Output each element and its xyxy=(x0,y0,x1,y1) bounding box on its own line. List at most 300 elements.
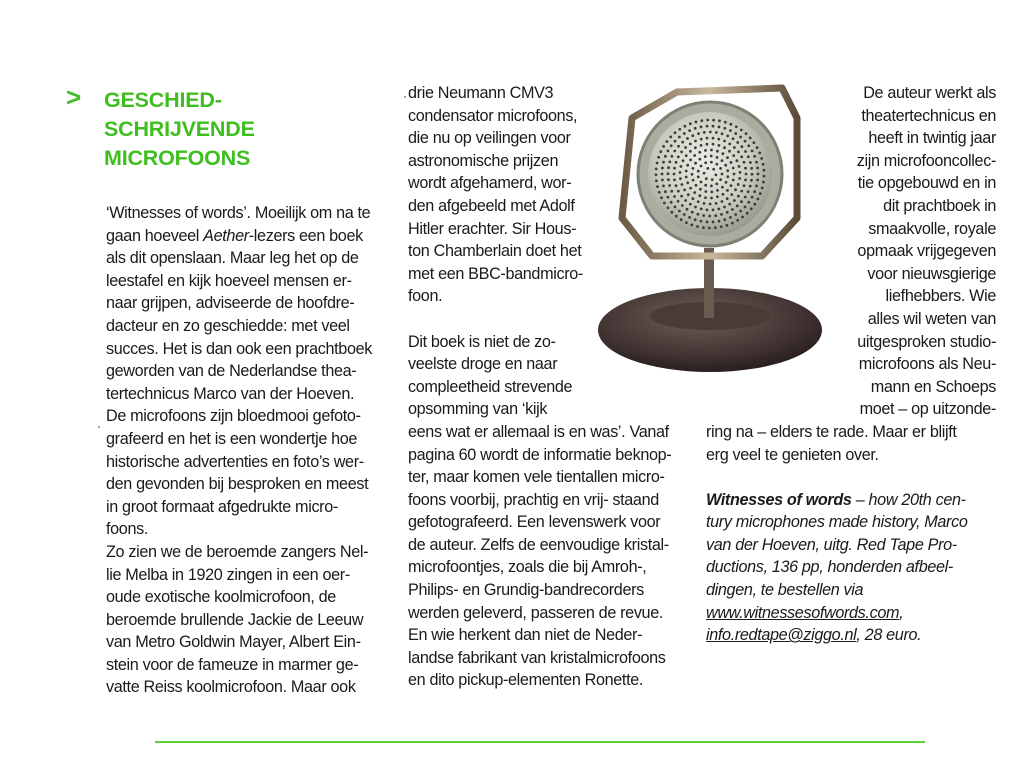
grill-hole xyxy=(686,137,689,140)
grill-hole xyxy=(679,171,682,174)
text-line: heeft in twintig jaar xyxy=(868,129,996,148)
text-line: oude exotische koolmicrofoon, de xyxy=(106,588,336,607)
grill-hole xyxy=(684,199,687,202)
grill-hole xyxy=(723,146,726,149)
grill-hole xyxy=(689,203,692,206)
text-line: foons. xyxy=(106,520,148,539)
grill-hole xyxy=(708,227,711,230)
text-line: microfoontjes, zoals die bij Amroh-, xyxy=(408,558,647,577)
grill-hole xyxy=(689,187,692,190)
text-line: historische advertenties en foto’s wer- xyxy=(106,452,364,471)
text-line: geworden van de Nederlandse thea- xyxy=(106,362,357,381)
grill-hole xyxy=(737,183,740,186)
grill-hole xyxy=(673,150,676,153)
grill-hole xyxy=(706,167,709,170)
text-line: opsomming van ‘kijk xyxy=(408,400,548,419)
grill-hole xyxy=(691,211,694,214)
text-line: pagina 60 wordt de informatie beknop- xyxy=(408,445,672,464)
grill-hole xyxy=(719,167,722,170)
grill-hole xyxy=(700,138,703,141)
grill-hole xyxy=(756,179,759,182)
text-line: ter, maar komen vele tientallen micro- xyxy=(408,468,665,487)
grill-hole xyxy=(685,154,688,157)
grill-hole xyxy=(731,208,734,211)
grill-hole xyxy=(680,195,683,198)
grill-hole xyxy=(753,203,756,206)
grill-hole xyxy=(692,167,695,170)
grill-hole xyxy=(681,204,684,207)
grill-hole xyxy=(728,150,731,153)
grill-hole xyxy=(664,155,667,158)
text-line: stein voor de fameuze in marmer ge- xyxy=(106,655,359,674)
grill-hole xyxy=(723,206,726,209)
text-line: compleetheid strevende xyxy=(408,377,573,396)
text-line: wordt afgehamerd, wor- xyxy=(408,174,572,193)
grill-hole xyxy=(739,171,742,174)
grill-hole xyxy=(761,187,764,190)
text-line: condensator microfoons, xyxy=(408,106,578,125)
grill-hole xyxy=(687,193,690,196)
text-line: die nu op veilingen voor xyxy=(408,129,571,148)
grill-hole xyxy=(656,185,659,188)
grill-hole xyxy=(715,163,718,166)
grill-hole xyxy=(741,145,744,148)
grill-hole xyxy=(677,145,680,148)
grill-hole xyxy=(689,122,692,125)
grill-hole xyxy=(658,191,661,194)
grill-hole xyxy=(733,173,736,176)
text-line: voor nieuwsgierige xyxy=(867,264,996,283)
grill-hole xyxy=(706,125,709,128)
text-line: zijn microfooncollec- xyxy=(856,151,996,170)
grill-hole xyxy=(736,219,739,222)
grill-hole xyxy=(758,152,761,155)
grill-hole xyxy=(657,156,660,159)
scan-speck xyxy=(98,426,100,428)
book-credit xyxy=(706,489,996,647)
grill-hole xyxy=(700,144,703,147)
grill-hole xyxy=(710,191,713,194)
grill-hole xyxy=(732,137,735,140)
credit-line: dingen, te bestellen via xyxy=(706,581,864,600)
grill-hole xyxy=(721,200,724,203)
text-line: moet – op uitzonde- xyxy=(859,400,996,419)
text-line: den afgebeeld met Adolf xyxy=(408,196,575,215)
grill-hole xyxy=(659,150,662,153)
text-line: den gevonden bij besproken en meest xyxy=(106,475,369,494)
grill-hole xyxy=(683,132,686,135)
footer-rule xyxy=(155,741,925,743)
grill-hole xyxy=(743,161,746,164)
grill-hole xyxy=(721,159,724,162)
title-line: SCHRIJVENDE xyxy=(104,117,255,141)
grill-hole xyxy=(693,154,696,157)
grill-hole xyxy=(684,146,687,149)
grill-hole xyxy=(760,157,763,160)
grill-hole xyxy=(728,143,731,146)
grill-hole xyxy=(678,128,681,131)
grill-hole xyxy=(675,215,678,218)
grill-hole xyxy=(721,186,724,189)
text-line: ‘Witnesses of words’. Moeilijk om na te xyxy=(106,204,371,222)
grill-hole xyxy=(678,210,681,213)
text-line: En wie herkent dan niet de Neder- xyxy=(408,626,643,645)
email-link[interactable]: info.redtape@ziggo.nl xyxy=(706,626,857,645)
grill-hole xyxy=(708,215,711,218)
grill-hole xyxy=(726,197,729,200)
grill-hole xyxy=(744,179,747,182)
grill-hole xyxy=(667,172,670,175)
grill-hole xyxy=(693,191,696,194)
grill-hole xyxy=(704,149,707,152)
grill-hole xyxy=(740,200,743,203)
grill-hole xyxy=(755,185,758,188)
grill-hole xyxy=(677,200,680,203)
credit-line: ductions, 136 pp, honderden afbeel- xyxy=(706,558,953,577)
grill-hole xyxy=(673,195,676,198)
grill-hole xyxy=(662,145,665,148)
title-line: MICROFOONS xyxy=(104,146,251,170)
grill-hole xyxy=(710,197,713,200)
grill-hole xyxy=(726,224,729,227)
text-line: de auteur. Zelfs de eenvoudige kristal- xyxy=(408,535,669,554)
grill-hole xyxy=(719,178,722,181)
grill-hole xyxy=(700,208,703,211)
grill-hole xyxy=(700,119,703,122)
text-line: en dito pickup-elementen Ronette. xyxy=(408,671,644,690)
grill-hole xyxy=(675,184,678,187)
grill-hole xyxy=(656,162,659,165)
text-line: uitgesproken studio- xyxy=(857,332,996,351)
grill-hole xyxy=(736,205,739,208)
text-line: met een BBC-bandmicro- xyxy=(408,264,583,283)
grill-hole xyxy=(750,179,753,182)
grill-hole xyxy=(704,190,707,193)
grill-hole xyxy=(740,156,743,159)
grill-hole xyxy=(747,201,750,204)
column-3-bottom xyxy=(706,421,996,466)
grill-hole xyxy=(740,129,743,132)
grill-hole xyxy=(735,125,738,128)
grill-hole xyxy=(757,173,760,176)
grill-hole xyxy=(670,190,673,193)
grill-hole xyxy=(715,202,718,205)
grill-hole xyxy=(762,163,765,166)
grill-hole xyxy=(718,126,721,129)
text-line: De auteur werkt als xyxy=(863,84,996,102)
grill-hole xyxy=(715,174,718,177)
grill-hole xyxy=(694,140,697,143)
grill-hole xyxy=(694,127,697,130)
grill-hole xyxy=(697,213,700,216)
grill-hole xyxy=(710,161,713,164)
grill-hole xyxy=(683,189,686,192)
grill-hole xyxy=(673,179,676,182)
grill-hole xyxy=(712,119,715,122)
grill-hole xyxy=(738,177,741,180)
grill-hole xyxy=(699,158,702,161)
grill-hole xyxy=(712,221,715,224)
grill-hole xyxy=(730,123,733,126)
text-line: vatte Reiss koolmicrofoon. Maar ook xyxy=(106,678,356,697)
grill-hole xyxy=(718,119,721,122)
grill-hole xyxy=(669,136,672,139)
grill-hole xyxy=(736,159,739,162)
grill-hole xyxy=(712,168,715,171)
grill-hole xyxy=(724,164,727,167)
grill-hole xyxy=(747,155,750,158)
grill-hole xyxy=(704,184,707,187)
text-line: Philips- en Grundig-bandrecorders xyxy=(408,581,644,600)
text-line: alles wil weten van xyxy=(867,309,996,328)
website-link[interactable]: www.witnessesofwords.com xyxy=(706,603,900,622)
grill-hole xyxy=(709,131,712,134)
grill-hole xyxy=(726,135,729,138)
column-1 xyxy=(106,202,391,699)
grill-hole xyxy=(661,167,664,170)
grill-hole xyxy=(706,221,709,224)
grill-hole xyxy=(744,206,747,209)
grill-hole xyxy=(696,225,699,228)
text-line: foon. xyxy=(408,287,443,306)
grill-hole xyxy=(734,132,737,135)
grill-hole xyxy=(755,161,758,164)
grill-hole xyxy=(717,208,720,211)
grill-hole xyxy=(756,146,759,149)
grill-hole xyxy=(732,179,735,182)
grill-hole xyxy=(694,218,697,221)
grill-hole xyxy=(743,184,746,187)
grill-hole xyxy=(661,179,664,182)
grill-hole xyxy=(744,167,747,170)
url-separator: , xyxy=(899,603,904,622)
grill-hole xyxy=(704,155,707,158)
grill-hole xyxy=(706,143,709,146)
grill-hole xyxy=(734,188,737,191)
grill-hole xyxy=(744,196,747,199)
grill-hole xyxy=(690,224,693,227)
grill-hole xyxy=(715,183,718,186)
text-line: dacteur en zo geschiedde: met veel xyxy=(106,316,350,335)
text-line: van Metro Goldwin Mayer, Albert Ein- xyxy=(106,633,361,652)
grill-hole xyxy=(733,146,736,149)
text-line: grafeerd en het is een wondertje hoe xyxy=(106,429,358,448)
grill-hole xyxy=(674,206,677,209)
text-line: smaakvolle, royale xyxy=(868,219,996,238)
grill-hole xyxy=(709,203,712,206)
grill-hole xyxy=(663,202,666,205)
grill-hole xyxy=(700,165,703,168)
grill-hole xyxy=(667,178,670,181)
grill-hole xyxy=(751,196,754,199)
grill-hole xyxy=(733,199,736,202)
grill-hole xyxy=(682,159,685,162)
grill-hole xyxy=(728,203,731,206)
grill-hole xyxy=(749,185,752,188)
grill-hole xyxy=(688,216,691,219)
grill-hole xyxy=(759,192,762,195)
grill-hole xyxy=(697,176,700,179)
grill-hole xyxy=(762,181,765,184)
grill-hole xyxy=(699,188,702,191)
text-line: erg veel te genieten over. xyxy=(706,445,879,464)
grill-hole xyxy=(694,162,697,165)
text-line: theatertechnicus en xyxy=(861,106,996,125)
text-line: mann en Schoeps xyxy=(870,377,996,396)
microphone-photo xyxy=(592,78,832,398)
grill-hole xyxy=(691,173,694,176)
grill-hole xyxy=(720,213,723,216)
grill-hole xyxy=(723,140,726,143)
grill-hole xyxy=(698,151,701,154)
grill-hole xyxy=(710,185,713,188)
grill-hole xyxy=(668,184,671,187)
text-line: gaan hoeveel Aether-lezers een boek xyxy=(106,226,363,245)
grill-hole xyxy=(741,216,744,219)
grill-hole xyxy=(716,156,719,159)
grill-hole xyxy=(753,155,756,158)
grill-hole xyxy=(763,169,766,172)
grill-hole xyxy=(716,195,719,198)
grill-hole xyxy=(704,196,707,199)
grill-hole xyxy=(667,196,670,199)
grill-hole xyxy=(714,214,717,217)
grill-hole xyxy=(671,211,674,214)
grill-hole xyxy=(689,159,692,162)
grill-hole xyxy=(746,212,749,215)
grill-hole xyxy=(724,121,727,124)
grill-hole xyxy=(706,209,709,212)
grill-hole xyxy=(661,173,664,176)
text-line: astronomische prijzen xyxy=(408,151,559,170)
grill-hole xyxy=(718,144,721,147)
text-line: foons voorbij, prachtig en vrij- staand xyxy=(408,490,659,509)
grill-hole xyxy=(756,167,759,170)
grill-hole xyxy=(714,226,717,229)
grill-hole xyxy=(753,141,756,144)
mic-grill xyxy=(648,112,772,236)
grill-hole xyxy=(680,151,683,154)
grill-hole xyxy=(722,152,725,155)
grill-hole xyxy=(697,170,700,173)
grill-hole xyxy=(711,178,714,181)
grill-hole xyxy=(737,151,740,154)
grill-hole xyxy=(700,220,703,223)
grill-hole xyxy=(670,201,673,204)
grill-hole xyxy=(723,127,726,130)
magazine-name: Aether xyxy=(203,226,249,245)
grill-hole xyxy=(685,221,688,224)
grill-hole xyxy=(726,175,729,178)
grill-hole xyxy=(712,125,715,128)
text-line: De microfoons zijn bloedmooi gefoto- xyxy=(106,407,361,426)
text-line: Dit boek is niet de zo- xyxy=(408,332,556,351)
grill-hole xyxy=(731,222,734,225)
grill-hole xyxy=(666,140,669,143)
grill-hole xyxy=(710,155,713,158)
grill-hole xyxy=(744,150,747,153)
title-line: GESCHIED- xyxy=(104,88,222,112)
grill-hole xyxy=(674,131,677,134)
grill-hole xyxy=(749,137,752,140)
grill-hole xyxy=(734,213,737,216)
grill-hole xyxy=(751,173,754,176)
text-line: opmaak vrijgegeven xyxy=(857,242,996,261)
grill-hole xyxy=(750,207,753,210)
grill-hole xyxy=(700,181,703,184)
grill-hole xyxy=(685,176,688,179)
grill-hole xyxy=(694,146,697,149)
grill-hole xyxy=(692,179,695,182)
grill-hole xyxy=(705,177,708,180)
text-line: Hitler erachter. Sir Hous- xyxy=(408,219,577,238)
grill-hole xyxy=(683,213,686,216)
grill-hole xyxy=(700,126,703,129)
grill-hole xyxy=(677,156,680,159)
grill-hole xyxy=(716,150,719,153)
grill-hole xyxy=(739,210,742,213)
grill-hole xyxy=(718,220,721,223)
text-line: veelste droge en naar xyxy=(408,355,558,374)
credit-line: tury microphones made history, Marco xyxy=(706,513,968,532)
grill-hole xyxy=(680,165,683,168)
grill-hole xyxy=(712,209,715,212)
scan-speck xyxy=(404,96,406,98)
grill-hole xyxy=(736,141,739,144)
grill-hole xyxy=(732,154,735,157)
article-title xyxy=(104,86,324,173)
grill-hole xyxy=(689,143,692,146)
section-marker: > xyxy=(66,82,82,112)
text-line: lie Melba in 1920 zingen in een oer- xyxy=(106,565,350,584)
grill-hole xyxy=(684,125,687,128)
grill-hole xyxy=(681,183,684,186)
grill-hole xyxy=(715,131,718,134)
grill-hole xyxy=(694,206,697,209)
grill-hole xyxy=(702,226,705,229)
grill-hole xyxy=(738,165,741,168)
grill-hole xyxy=(726,169,729,172)
grill-hole xyxy=(704,161,707,164)
grill-hole xyxy=(686,164,689,167)
grill-hole xyxy=(703,131,706,134)
text-line: eens wat er allemaal is en was’. Vanaf xyxy=(408,422,669,441)
grill-hole xyxy=(730,193,733,196)
grill-hole xyxy=(703,202,706,205)
book-title: Witnesses of words xyxy=(706,490,852,509)
grill-hole xyxy=(697,200,700,203)
text-line: tie opgebouwd en in xyxy=(857,174,996,193)
grill-hole xyxy=(730,161,733,164)
grill-hole xyxy=(717,138,720,141)
text-line: naar grijpen, adviseerde de hoofdre- xyxy=(106,294,355,313)
grill-hole xyxy=(675,161,678,164)
grill-hole xyxy=(667,166,670,169)
grill-hole xyxy=(726,211,729,214)
grill-hole xyxy=(763,175,766,178)
text-line: in groot formaat afgedrukte micro- xyxy=(106,497,338,516)
grill-hole xyxy=(721,132,724,135)
grill-hole xyxy=(655,168,658,171)
grill-hole xyxy=(749,161,752,164)
text-line: werden geleverd, passeren de revue. xyxy=(408,603,664,622)
credit-line: van der Hoeven, uitg. Red Tape Pro- xyxy=(706,535,957,554)
grill-hole xyxy=(723,218,726,221)
grill-hole xyxy=(689,150,692,153)
text-line: beroemde brullende Jackie de Leeuw xyxy=(106,610,364,629)
grill-hole xyxy=(671,155,674,158)
text-line: ring na – elders te rade. Maar er blijft xyxy=(706,422,957,441)
